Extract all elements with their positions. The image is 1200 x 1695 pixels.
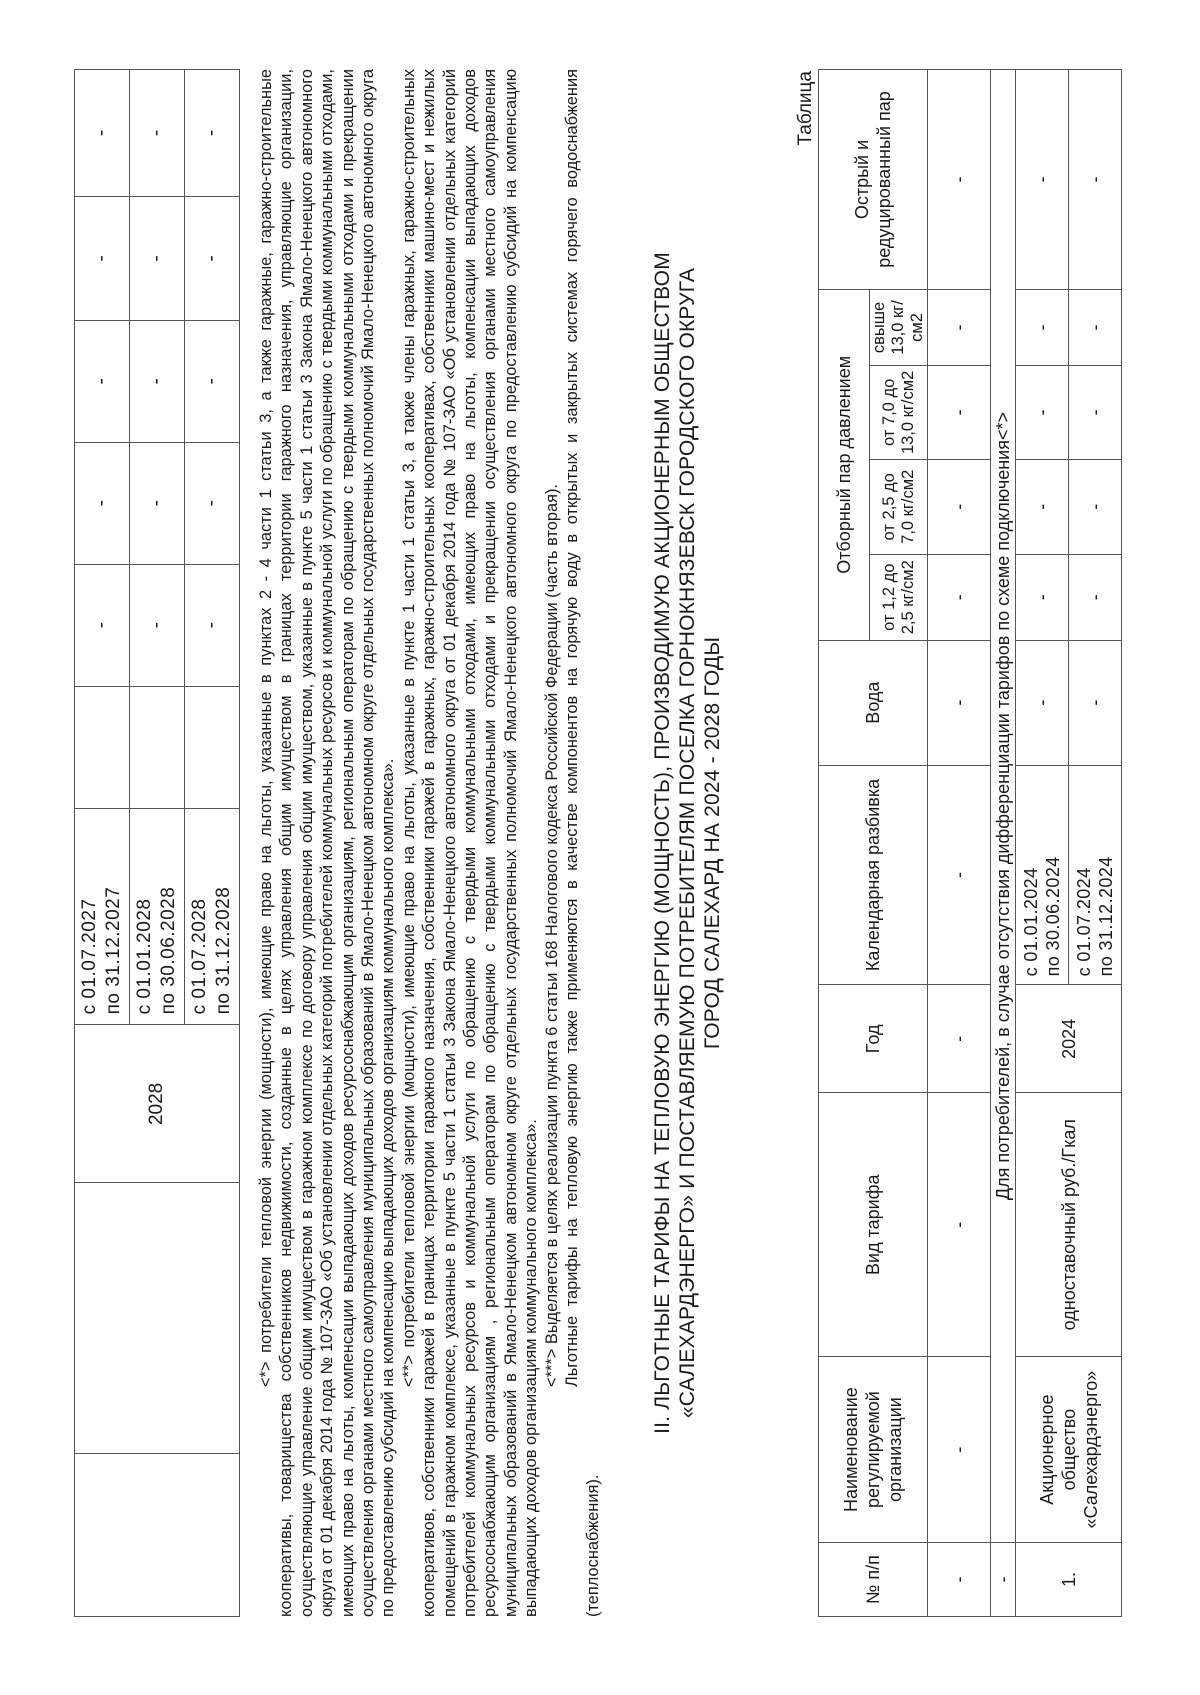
value-cell: -	[130, 564, 185, 686]
dash-cell: -	[928, 985, 991, 1093]
dash-cell: -	[928, 554, 991, 640]
dash-cell: -	[928, 1543, 991, 1617]
dash-cell: -	[928, 640, 991, 765]
value-cell: -	[1016, 459, 1069, 554]
period-cell: с 01.01.2024 по 30.06.2024	[1016, 765, 1069, 985]
row-tariff: одноставочный руб./Гкал	[1016, 1093, 1122, 1357]
dash-cell: -	[928, 70, 991, 290]
tariff-table	[818, 69, 1122, 1617]
empty-cell	[75, 686, 130, 809]
value-cell: -	[1016, 289, 1069, 365]
value-cell: -	[130, 196, 185, 320]
value-cell: -	[130, 70, 185, 197]
empty-cell	[75, 1183, 240, 1454]
value-cell: -	[1016, 70, 1069, 290]
footnote-3: <***> Выделяется в целях реализации пункта 6 статьи 168 Налогового кодекса Российской Федерации (часть вторая).	[542, 484, 561, 1387]
value-cell: -	[75, 564, 130, 686]
value-cell: -	[1069, 554, 1122, 640]
dash-cell: -	[928, 289, 991, 365]
row-org: Акционерное общество «Салехардэнерго»	[1016, 1357, 1122, 1543]
header-year: Год	[819, 985, 928, 1093]
dash-cell: -	[928, 1093, 991, 1357]
header-org: Наименование регулируемой организации	[819, 1357, 928, 1543]
section-row	[991, 70, 1016, 1617]
period-cell: с 01.07.2024 по 31.12.2024	[1069, 765, 1122, 985]
header-steam-2: от 2,5 до 7,0 кг/см2	[870, 459, 928, 554]
section-heading: II. ЛЬГОТНЫЕ ТАРИФЫ НА ТЕПЛОВУЮ ЭНЕРГИЮ (МОЩНОСТЬ), ПРОИЗВОДИМУЮ АКЦИОНЕРНЫМ ОБЩЕСТВОМ «САЛЕХАРДЭНЕРГО» И ПОСТАВЛЯЕМУЮ ПОТРЕБИТЕЛЯМ ПОСЕЛКА ГОРНОКНЯЗЕВСК ГОРОДСКОГО ОКРУГА ГОРОД САЛЕХАРД НА 2024 - 2028 ГОДЫ	[651, 252, 724, 1434]
dash-cell: -	[991, 1543, 1016, 1617]
header-tariff: Вид тарифа	[819, 1093, 928, 1357]
value-cell: -	[185, 320, 240, 442]
value-cell: -	[75, 70, 130, 197]
header-steam-3: от 7,0 до 13,0 кг/см2	[870, 365, 928, 459]
period-cell: с 01.01.2028 по 30.06.2028	[130, 809, 185, 1025]
footnote-2: <**> потребители тепловой энергии (мощности), имеющие право на льготы, указанные в пункте 1 части 1 статьи 3, а также члены гаражных, гаражно-строительных кооперативов, собственники гаражей в границах территории гаражного назначения, собственники гаражей в гаражных, гаражно-строительных кооперативах, собственники машино-мест и нежилых помещений в гаражном комплексе, указанные в пункте 5 части 1 статьи 3 Закона Ямало-Ненецкого автономного округа от 01 декабря 2014 года № 107-ЗАО «Об установлении отдельных категорий потребителей коммунальных ресурсов и коммунальной услуги по обращению с твердыми коммунальными отходами, имеющих право на льготы, компенсации выпадающих доходов ресурсоснабжающим организациям , региональным операторам по обращению с твердыми коммунальными отходами и прекращении осуществления органами местного самоуправления муниципальных образований в Ямало-Ненецком автономном округе отдельных государственных полномочий Ямало-Ненецкого автономного округа по предоставлению субсидий на компенсацию выпадающих доходов организациям коммунального комплекса».	[399, 69, 541, 1617]
row-year: 2024	[1016, 985, 1122, 1093]
value-cell: -	[1069, 70, 1122, 290]
value-cell: -	[1016, 640, 1069, 765]
header-steam-group: Отборный пар давлением	[819, 289, 870, 640]
dash-cell: -	[928, 365, 991, 459]
section-label: Для потребителей, в случае отсутствия дифференциации тарифов по схеме подключения<*>	[991, 70, 1016, 1543]
value-cell: -	[1069, 289, 1122, 365]
period-cell: с 01.07.2028 по 31.12.2028	[185, 809, 240, 1025]
row-num: 1.	[1016, 1543, 1122, 1617]
header-steam-1: от 1,2 до 2,5 кг/см2	[870, 554, 928, 640]
dash-cell: -	[928, 765, 991, 985]
table-caption: Таблица	[795, 71, 816, 146]
dash-cell: -	[928, 1357, 991, 1543]
header-calendar: Календарная разбивка	[819, 765, 928, 985]
value-cell: -	[1069, 365, 1122, 459]
value-cell: -	[185, 196, 240, 320]
empty-cell	[75, 1454, 240, 1617]
value-cell: -	[185, 70, 240, 197]
footnote-1: <*> потребители тепловой энергии (мощности), имеющие право на льготы, указанные в пунктах 2 - 4 части 1 статьи 3, а также гаражные, гаражно-строительные кооперативы, товарищества собственников недвижимости, созданные в целях управления общим имуществом в границах территории гаражного назначения, управляющие организации, осуществляющие управление общим имуществом в гаражном комплексе по договору управления общим имуществом, указанные в пункте 5 части 1 статьи 3 Закона Ямало-Ненецкого автономного округа от 01 декабря 2014 года № 107-ЗАО «Об установлении отдельных категорий потребителей коммунальных ресурсов и коммунальной услуги по обращению с твердыми коммунальными отходами, имеющих право на льготы, компенсации выпадающих доходов ресурсоснабжающим организациям, региональным операторам по обращению с твердыми коммунальными отходами и прекращении осуществления органами местного самоуправления муниципальных образований в Ямало-Ненецком автономном округе отдельных государственных полномочий Ямало-Ненецкого автономного округа по предоставлению субсидий на компенсацию выпадающих доходов организациям коммунального комплекса».	[257, 69, 398, 1617]
dash-cell: -	[928, 459, 991, 554]
value-cell: -	[1016, 365, 1069, 459]
value-cell: -	[75, 442, 130, 564]
value-cell: -	[130, 320, 185, 442]
empty-cell	[185, 686, 240, 809]
table-header-row	[819, 70, 870, 1617]
tariff-table-continuation	[74, 69, 240, 1617]
value-cell: -	[1016, 554, 1069, 640]
value-cell: -	[1069, 459, 1122, 554]
year-cell: 2028	[75, 1025, 240, 1183]
footnote-4: Льготные тарифы на тепловую энергию также применяются в качестве компонентов на горячую воду в открытых и закрытых системах горячего водоснабжения (теплоснабжения).	[563, 69, 602, 1617]
value-cell: -	[75, 320, 130, 442]
table-row	[75, 70, 130, 1617]
value-cell: -	[185, 564, 240, 686]
table-row	[1016, 70, 1069, 1617]
empty-cell	[130, 686, 185, 809]
header-num: № п/п	[819, 1543, 928, 1617]
header-water: Вода	[819, 640, 928, 765]
header-steam-4: свыше 13,0 кг/см2	[870, 289, 928, 365]
period-cell: с 01.07.2027 по 31.12.2027	[75, 809, 130, 1025]
value-cell: -	[1069, 640, 1122, 765]
value-cell: -	[130, 442, 185, 564]
header-sharp-steam: Острый и редуцированный пар	[819, 70, 928, 290]
value-cell: -	[185, 442, 240, 564]
value-cell: -	[75, 196, 130, 320]
footnotes	[256, 69, 603, 1617]
rotated-document-page	[30, 27, 1170, 1667]
table-row	[928, 70, 991, 1617]
